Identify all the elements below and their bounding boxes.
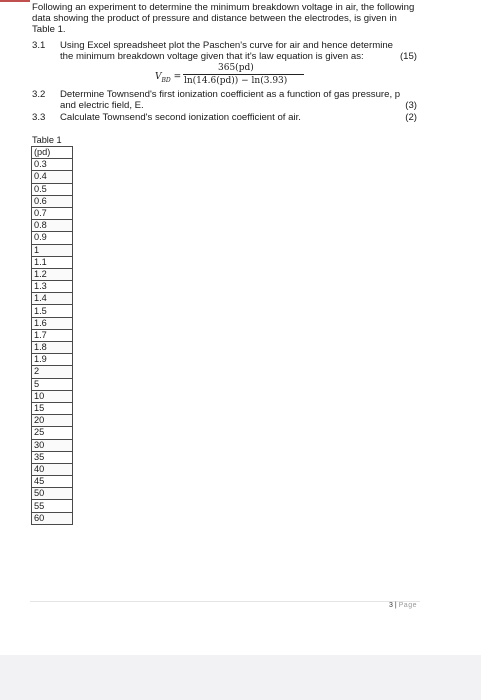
table-row xyxy=(32,500,73,512)
table-header-row xyxy=(32,147,73,159)
pd-value-cell: 0.7 xyxy=(32,207,73,219)
formula-numerator: 365(pd) xyxy=(218,63,254,73)
table-row xyxy=(32,342,73,354)
table-row xyxy=(32,220,73,232)
table-row xyxy=(32,476,73,488)
table-row xyxy=(32,195,73,207)
pd-value-cell: 1.5 xyxy=(32,305,73,317)
table-row xyxy=(32,281,73,293)
pd-value-cell: 5 xyxy=(32,378,73,390)
table-row xyxy=(32,415,73,427)
pd-value-cell: 1.8 xyxy=(32,342,73,354)
table-row xyxy=(32,427,73,439)
pd-value-cell: 1.9 xyxy=(32,354,73,366)
table-row xyxy=(32,402,73,414)
formula-lhs: $V_{BD}$ = xyxy=(155,72,182,84)
table-row xyxy=(32,305,73,317)
pd-value-cell: 35 xyxy=(32,451,73,463)
pd-table xyxy=(31,146,73,525)
intro-paragraph: Following an experiment to determine the minimum breakdown voltage in air, the following data showing the product of pressure and distance between the electrodes, is given in Table 1. xyxy=(32,2,415,36)
pd-value-cell: 20 xyxy=(32,415,73,427)
pd-value-cell: 1 xyxy=(32,244,73,256)
table-row xyxy=(32,232,73,244)
table-row xyxy=(32,317,73,329)
question-text: Calculate Townsend's second ionization coefficient of air. xyxy=(60,112,301,123)
table-row xyxy=(32,390,73,402)
table-row xyxy=(32,183,73,195)
fraction-bar xyxy=(183,74,304,75)
table-row xyxy=(32,171,73,183)
table-title: Table 1 xyxy=(32,135,62,145)
pd-value-cell: 25 xyxy=(32,427,73,439)
table-row xyxy=(32,463,73,475)
pd-value-cell: 0.6 xyxy=(32,195,73,207)
pd-value-cell: 50 xyxy=(32,488,73,500)
table-row xyxy=(32,451,73,463)
page-label: Page xyxy=(398,602,417,609)
table-row xyxy=(32,256,73,268)
pd-value-cell: 0.4 xyxy=(32,171,73,183)
question-number: 3.2 xyxy=(32,89,46,100)
table-row xyxy=(32,329,73,341)
pd-value-cell: 1.6 xyxy=(32,317,73,329)
table-row xyxy=(32,488,73,500)
pd-value-cell: 1.7 xyxy=(32,329,73,341)
question-text: Determine Townsend's first ionization coefficient as a function of gas pressure, p and electric field, E. xyxy=(60,89,401,111)
table-row xyxy=(32,293,73,305)
table-row xyxy=(32,439,73,451)
table-row xyxy=(32,268,73,280)
page-number-value: 3 | xyxy=(389,602,399,609)
table-row xyxy=(32,512,73,524)
page-number xyxy=(389,602,417,609)
pd-value-cell: 0.9 xyxy=(32,232,73,244)
top-accent-bar xyxy=(0,0,30,2)
question-marks: (15) xyxy=(399,51,417,62)
pd-value-cell: 45 xyxy=(32,476,73,488)
pd-value-cell: 10 xyxy=(32,390,73,402)
question-marks: (2) xyxy=(405,112,417,123)
table-row xyxy=(32,207,73,219)
pd-value-cell: 15 xyxy=(32,402,73,414)
pd-value-cell: 1.3 xyxy=(32,281,73,293)
pd-value-cell: 40 xyxy=(32,463,73,475)
question-number: 3.3 xyxy=(32,112,46,123)
table-row xyxy=(32,354,73,366)
formula-denominator: ln(14.6(pd)) − ln(3.93) xyxy=(184,76,288,86)
pd-value-cell: 1.2 xyxy=(32,268,73,280)
pd-value-cell: 30 xyxy=(32,439,73,451)
table-row xyxy=(32,244,73,256)
table-row xyxy=(32,378,73,390)
pd-value-cell: 1.4 xyxy=(32,293,73,305)
question-text: Using Excel spreadsheet plot the Paschen's curve for air and hence determine the minimum breakdown voltage given that it's law equation is given as: xyxy=(60,40,394,62)
pd-value-cell: 2 xyxy=(32,366,73,378)
pd-value-cell: 0.5 xyxy=(32,183,73,195)
table-row xyxy=(32,366,73,378)
table-header-cell: (pd) xyxy=(32,147,73,159)
pd-value-cell: 1.1 xyxy=(32,256,73,268)
table-row xyxy=(32,159,73,171)
pd-value-cell: 60 xyxy=(32,512,73,524)
question-marks: (3) xyxy=(405,100,417,111)
footer-divider xyxy=(30,601,420,602)
pd-value-cell: 55 xyxy=(32,500,73,512)
question-number: 3.1 xyxy=(32,40,46,51)
pd-value-cell: 0.3 xyxy=(32,159,73,171)
pd-value-cell: 0.8 xyxy=(32,220,73,232)
